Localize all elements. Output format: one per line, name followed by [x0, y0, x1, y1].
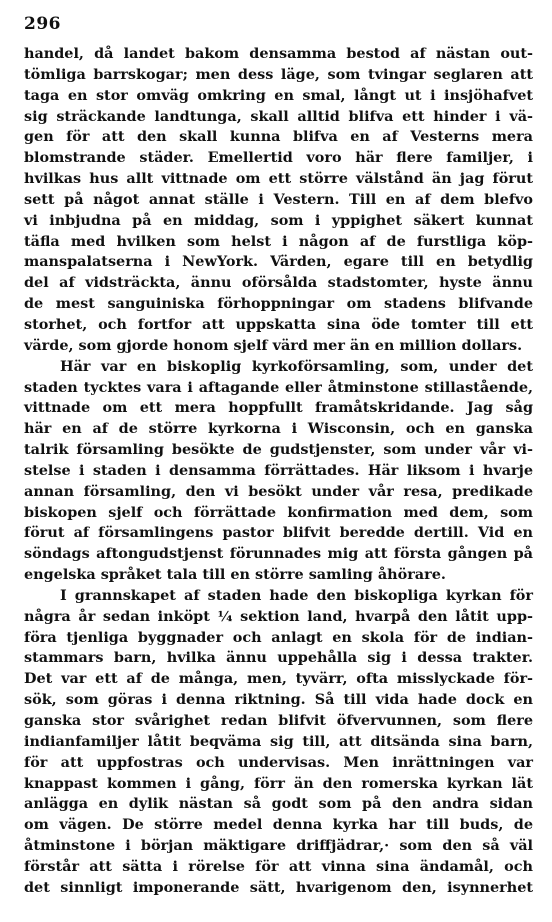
text-line: indianfamiljer låtit beqväma sig till, att ditsända sina barn, — [24, 732, 533, 750]
text-line: engelska språket tala till en större samling åhörare. — [24, 566, 446, 584]
text-line: sök, som göras i denna riktning. Så till vida hade dock en — [24, 691, 533, 709]
text-line: sett på något annat ställe i Vestern. Till en af dem blefvo — [24, 190, 533, 208]
text-line: sig sträckande landtunga, skall alltid blifva ett hinder i vä- — [24, 107, 533, 125]
text-line: handel, då landet bakom densamma bestod af nästan out- — [24, 45, 533, 62]
text-line: stelse i staden i densamma förrättades. Här liksom i hvarje — [24, 461, 533, 479]
text-line: stammars barn, hvilka ännu uppehålla sig i dessa trakter. — [24, 649, 533, 667]
text-line: de mest sanguiniska förhoppningar om stadens blifvande — [24, 295, 533, 313]
page-number: 296 — [24, 14, 61, 34]
text-line: åtminstone i början mäktigare driffjädrar,· som den så väl — [24, 837, 533, 855]
text-line: söndags aftongudstjenst förunnades mig att första gången på — [24, 545, 533, 563]
text-line: taga en stor omväg omkring en smal, långt ut i insjöhafvet — [24, 86, 533, 104]
text-line: förut af församlingens pastor blifvit beredde dertill. Vid en — [24, 524, 533, 542]
text-line: biskopen sjelf och förrättade konfirmation med dem, som — [24, 503, 533, 521]
text-line: talrik församling besökte de gudstjenster, som under vår vi- — [24, 441, 533, 459]
text-line: föra tjenliga byggnader och anlagt en skola för de indian- — [24, 628, 533, 646]
text-line: några år sedan inköpt ¼ sektion land, hvarpå den låtit upp- — [24, 607, 533, 625]
text-line: Här var en biskoplig kyrkoförsamling, som, under det — [60, 357, 533, 375]
text-line: tömliga barrskogar; men dess läge, som tvingar seglaren att — [24, 65, 533, 83]
text-line: förstår att sätta i rörelse för att vinna sina ändamål, och — [24, 857, 533, 875]
text-line: Det var ett af de många, men, tyvärr, ofta misslyckade för- — [24, 670, 533, 688]
text-line: det sinnligt imponerande sätt, hvarigenom den, isynnerhet — [24, 878, 533, 896]
text-line: för att uppfostras och undervisas. Men inrättningen var — [24, 753, 533, 771]
text-line: här en af de större kyrkorna i Wisconsin, och en ganska — [24, 420, 533, 438]
text-line: gen för att den skall kunna blifva en af Vesterns mera — [24, 128, 533, 146]
body-text — [24, 44, 533, 899]
text-line: hvilkas hus allt vittnade om ett större välstånd än jag förut — [24, 170, 533, 188]
text-line: knappast kommen i gång, förr än den romerska kyrkan lät — [24, 774, 533, 792]
text-line: annan församling, den vi besökt under vår resa, predikade — [24, 482, 533, 500]
text-line: värde, som gjorde honom sjelf värd mer än en million dollars. — [24, 336, 523, 354]
text-line: manspalatserna i NewYork. Värden, egare till en betydlig — [24, 253, 533, 271]
text-line: ganska stor svårighet redan blifvit öfvervunnen, som flere — [24, 712, 533, 729]
text-line: staden tycktes vara i aftagande eller åtminstone stillastående, — [24, 378, 533, 396]
text-line: anlägga en dylik nästan så godt som på den andra sidan — [24, 795, 533, 813]
text-line: I grannskapet af staden hade den biskopliga kyrkan för — [60, 586, 533, 604]
text-line: storhet, och fortfor att uppskatta sina öde tomter till ett — [24, 315, 533, 333]
text-line: vittnade om ett mera hoppfullt framåtskridande. Jag såg — [24, 399, 533, 417]
text-line: del af vidsträckta, ännu oförsålda stadstomter, hyste ännu — [24, 274, 533, 292]
text-line: vi inbjudna på en middag, som i yppighet säkert kunnat — [24, 211, 533, 229]
text-line: täfla med hvilken som helst i någon af de furstliga köp- — [24, 232, 533, 250]
text-line: om vägen. De större medel denna kyrka har till buds, de — [24, 816, 533, 834]
text-line: blomstrande städer. Emellertid voro här flere familjer, i — [24, 149, 533, 167]
